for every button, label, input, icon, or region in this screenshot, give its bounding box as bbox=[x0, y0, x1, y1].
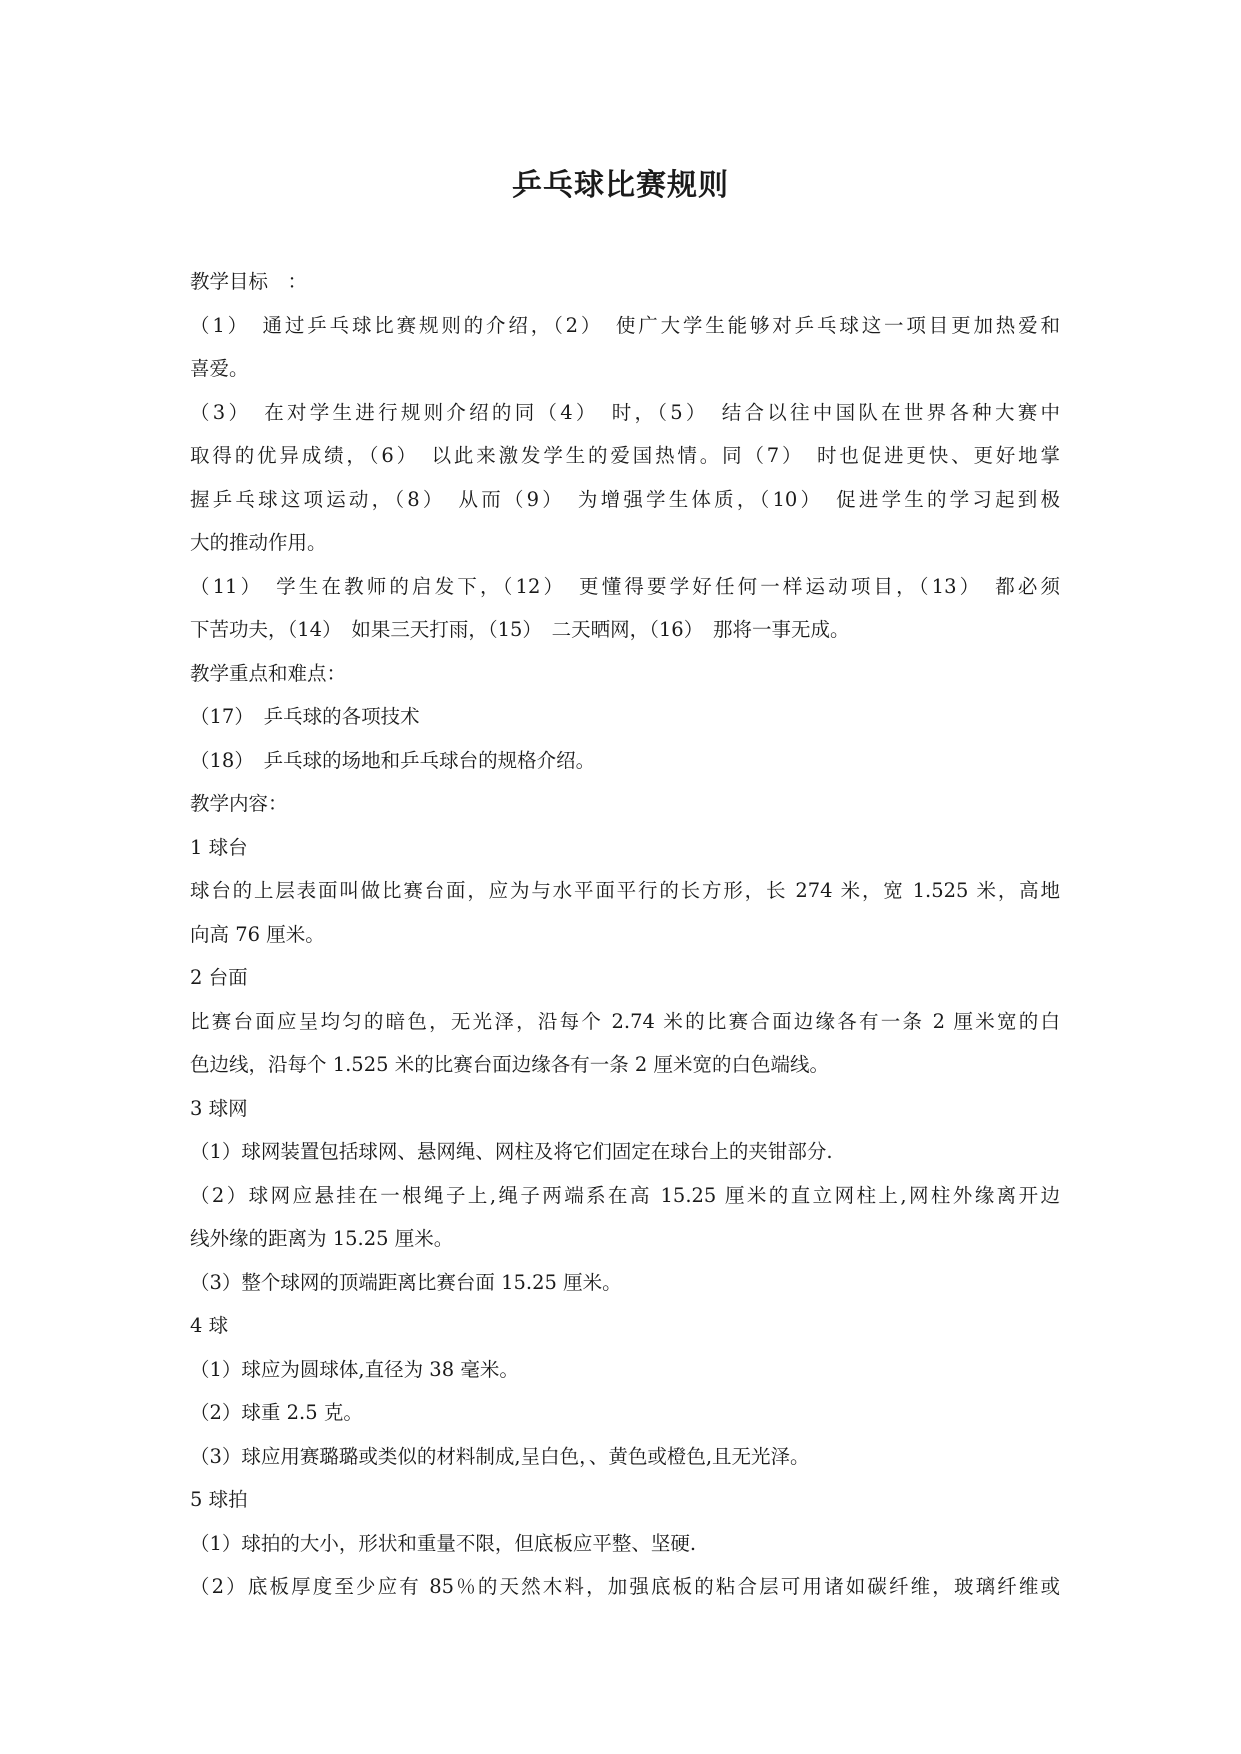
text-line: 教学重点和难点： bbox=[190, 661, 347, 685]
text-line: 握乒乓球这项运动，（8） 从而（9） 为增强学生体质，（10） 促进学生的学习起到极 bbox=[190, 487, 1060, 511]
text-line: 喜爱。 bbox=[190, 357, 249, 380]
text-line: 取得的优异成绩，（6） 以此来激发学生的爱国热情。同（7） 时也促进更快、更好地掌 bbox=[190, 444, 1060, 467]
text-line: （1） 通过乒乓球比赛规则的介绍，（2） 使广大学生能够对乒乓球这一项目更加热爱和 bbox=[190, 313, 1060, 337]
text-line: （3）球应用赛璐璐或类似的材料制成,呈白色，、黄色或橙色,且无光泽。 bbox=[190, 1444, 810, 1468]
text-line: 比赛台面应呈均匀的暗色，无光泽，沿每个 2.74 米的比赛合面边缘各有一条 2 厘米宽的白 bbox=[190, 1009, 1060, 1033]
text-line: （3） 在对学生进行规则介绍的同（4） 时，（5） 结合以往中国队在世界各种大赛中 bbox=[190, 400, 1060, 424]
text-line: （1）球应为圆球体,直径为 38 毫米。 bbox=[190, 1357, 519, 1381]
text-line: 色边线，沿每个 1.525 米的比赛台面边缘各有一条 2 厘米宽的白色端线。 bbox=[190, 1053, 830, 1076]
text-line: （2）球重 2.5 克。 bbox=[190, 1401, 363, 1424]
text-line: 下苦功夫，（14） 如果三天打雨，（15） 二天晒网，（16） 那将一事无成。 bbox=[190, 618, 850, 641]
text-line: 3 球网 bbox=[190, 1096, 248, 1120]
text-line: （17） 乒乓球的各项技术 bbox=[190, 705, 420, 728]
text-line: 教学内容： bbox=[190, 792, 288, 815]
text-line: （11） 学生在教师的启发下，（12） 更懂得要学好任何一样运动项目，（13） 都必须 bbox=[190, 574, 1060, 598]
text-line: （1）球网装置包括球网、悬网绳、网柱及将它们固定在球台上的夹钳部分. bbox=[190, 1140, 833, 1163]
text-line: 4 球 bbox=[190, 1314, 229, 1337]
text-line: （1）球拍的大小，形状和重量不限，但底板应平整、坚硬. bbox=[190, 1531, 697, 1555]
text-line: 大的推动作用。 bbox=[190, 531, 327, 554]
text-line: 球台的上层表面叫做比赛台面，应为与水平面平行的长方形，长 274 米，宽 1.525 米，高地 bbox=[190, 879, 1060, 902]
document-body bbox=[190, 260, 1060, 1609]
text-line: 1 球台 bbox=[190, 835, 248, 859]
text-line: 线外缘的距离为 15.25 厘米。 bbox=[190, 1227, 454, 1250]
text-line: 向高 76 厘米。 bbox=[190, 922, 325, 946]
text-line: 2 台面 bbox=[190, 966, 248, 989]
text-line: （3）整个球网的顶端距离比赛台面 15.25 厘米。 bbox=[190, 1270, 622, 1294]
text-line: （2）球网应悬挂在一根绳子上,绳子两端系在高 15.25 厘米的直立网柱上,网柱外缘离开边 bbox=[190, 1183, 1060, 1207]
text-line: 5 球拍 bbox=[190, 1488, 248, 1511]
text-line: （2）底板厚度至少应有 85％的天然木料，加强底板的粘合层可用诸如碳纤维，玻璃纤维或 bbox=[190, 1575, 1060, 1598]
text-line: （18） 乒乓球的场地和乒乓球台的规格介绍。 bbox=[190, 748, 596, 772]
document-title: 乒乓球比赛规则 bbox=[512, 168, 729, 203]
text-line: 教学目标 ： bbox=[190, 270, 308, 293]
